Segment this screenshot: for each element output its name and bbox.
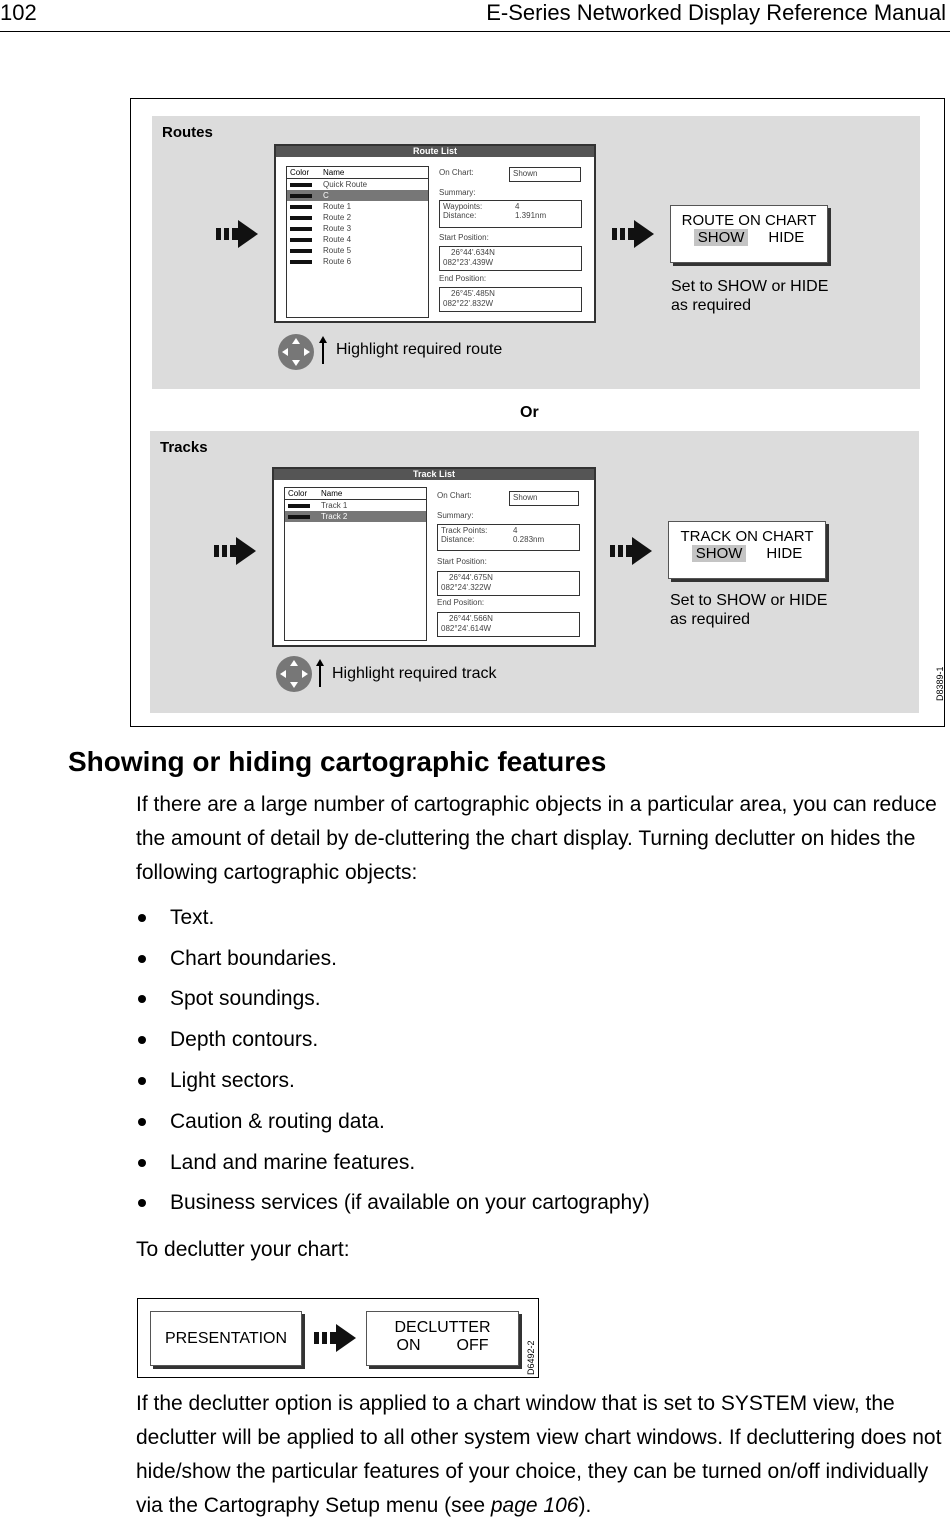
- right-arrow-icon: [214, 535, 258, 567]
- distance-value: 0.283nm: [513, 535, 545, 544]
- name-column-header: Name: [321, 489, 343, 498]
- end-position-label: End Position:: [439, 274, 487, 283]
- summary-label: Summary:: [439, 188, 476, 197]
- tracks-panel-title: Tracks: [160, 439, 208, 456]
- manual-title: E-Series Networked Display Reference Manual: [486, 0, 946, 25]
- name-column-header: Name: [323, 168, 345, 177]
- route-on-chart-softkey[interactable]: [670, 205, 828, 263]
- track-list-screen: [272, 467, 596, 647]
- up-arrow-icon: [315, 659, 325, 687]
- start-position-box: [437, 571, 580, 596]
- on-chart-label: On Chart:: [439, 168, 474, 177]
- start-latitude: 26°44'.634N: [451, 248, 495, 257]
- route-list-screen: [274, 144, 596, 323]
- bullet-item: Business services (if available on your cartography): [138, 1191, 650, 1215]
- summary-box: [439, 200, 582, 228]
- distance-value: 1.391nm: [515, 211, 547, 220]
- trackpad-icon: [277, 333, 317, 371]
- on-chart-value: Shown: [509, 167, 581, 182]
- end-longitude: 082°24'.614W: [441, 624, 492, 633]
- closing-paragraph: If the declutter option is applied to a chart window that is set to SYSTEM view, the declutter will be applied to all other system view chart windows. If decluttering does not hide/show the particular features of your choice, they can be turned on/off individually via the Cartography Setup menu (see page 106).: [136, 1392, 942, 1517]
- summary-label: Summary:: [437, 511, 474, 520]
- route-list-item[interactable]: Quick Route: [287, 179, 428, 190]
- color-column-header: Color: [290, 168, 310, 177]
- color-column-header: Color: [288, 489, 308, 498]
- distance-label: Distance:: [441, 535, 475, 544]
- highlight-track-hint: Highlight required track: [332, 665, 497, 682]
- on-chart-value: Shown: [509, 491, 579, 506]
- intro-paragraph: If there are a large number of cartographic objects in a particular area, you can reduce the amount of detail by de-cluttering the chart display. Turning declutter on hides the following cartographic objects:: [136, 793, 937, 884]
- right-arrow-icon: [314, 1322, 358, 1354]
- show-option[interactable]: SHOW: [694, 229, 749, 246]
- start-position-label: Start Position:: [437, 557, 487, 566]
- bullet-item: Light sectors.: [138, 1069, 295, 1093]
- track-list-title: Track List: [274, 469, 594, 480]
- hide-option[interactable]: HIDE: [766, 545, 803, 562]
- track-list-header: [285, 488, 426, 500]
- route-on-chart-label: ROUTE ON CHART: [681, 212, 817, 229]
- waypoints-value: 4: [515, 202, 520, 211]
- start-position-box: [439, 246, 582, 271]
- track-points-label: Track Points:: [441, 526, 488, 535]
- declutter-label: DECLUTTER: [394, 1319, 491, 1336]
- track-points-value: 4: [513, 526, 518, 535]
- right-arrow-icon: [216, 218, 260, 250]
- route-list-title: Route List: [276, 146, 594, 157]
- declutter-on-option[interactable]: ON: [396, 1337, 421, 1354]
- declutter-intro: To declutter your chart:: [136, 1238, 350, 1261]
- bullet-item: Depth contours.: [138, 1028, 318, 1052]
- end-latitude: 26°45'.485N: [451, 289, 495, 298]
- route-list-item[interactable]: Route 1: [287, 201, 428, 212]
- track-on-chart-label: TRACK ON CHART: [680, 528, 814, 545]
- bullet-item: Spot soundings.: [138, 987, 321, 1011]
- presentation-softkey[interactable]: PRESENTATION: [150, 1311, 302, 1366]
- route-list-item[interactable]: Route 2: [287, 212, 428, 223]
- highlight-route-hint: Highlight required route: [336, 341, 503, 358]
- start-longitude: 082°24'.322W: [441, 583, 492, 592]
- end-latitude: 26°44'.566N: [449, 614, 493, 623]
- distance-label: Distance:: [443, 211, 477, 220]
- start-longitude: 082°23'.439W: [443, 258, 494, 267]
- or-label: Or: [520, 404, 539, 421]
- section-heading: Showing or hiding cartographic features: [68, 746, 607, 777]
- end-longitude: 082°22'.832W: [443, 299, 494, 308]
- figure-id: D8389-1: [935, 666, 945, 701]
- waypoints-label: Waypoints:: [443, 202, 483, 211]
- track-on-chart-softkey[interactable]: [668, 521, 826, 579]
- end-position-label: End Position:: [437, 598, 485, 607]
- page-106-link[interactable]: page 106: [490, 1494, 579, 1517]
- show-option[interactable]: SHOW: [692, 545, 747, 562]
- bullet-item: Land and marine features.: [138, 1151, 415, 1175]
- hide-option[interactable]: HIDE: [768, 229, 805, 246]
- routes-panel: [152, 116, 920, 389]
- header-rule: [0, 31, 950, 32]
- end-position-box: [437, 612, 580, 637]
- routes-panel-title: Routes: [162, 124, 213, 141]
- end-position-box: [439, 287, 582, 312]
- route-list-item[interactable]: Route 6: [287, 256, 428, 267]
- summary-box: [437, 524, 580, 551]
- bullet-item: Text.: [138, 906, 214, 930]
- track-list-item-selected[interactable]: Track 2: [285, 511, 426, 522]
- start-position-label: Start Position:: [439, 233, 489, 242]
- bullet-item: Caution & routing data.: [138, 1110, 385, 1134]
- right-arrow-icon: [612, 218, 656, 250]
- route-list-item[interactable]: Route 4: [287, 234, 428, 245]
- route-list-item[interactable]: Route 5: [287, 245, 428, 256]
- declutter-off-option[interactable]: OFF: [456, 1337, 489, 1354]
- figure-id: D6492-2: [526, 1340, 536, 1375]
- routes-tracks-figure: [130, 98, 945, 727]
- route-instruction-note: Set to SHOW or HIDE as required: [671, 278, 829, 314]
- on-chart-label: On Chart:: [437, 491, 472, 500]
- route-list: [286, 166, 429, 318]
- track-list-item[interactable]: Track 1: [285, 500, 426, 511]
- bullet-item: Chart boundaries.: [138, 947, 337, 971]
- right-arrow-icon: [610, 535, 654, 567]
- route-list-header: [287, 167, 428, 179]
- up-arrow-icon: [318, 336, 328, 364]
- declutter-softkey[interactable]: [366, 1311, 519, 1366]
- page-number: 102: [0, 0, 37, 25]
- trackpad-icon: [275, 655, 315, 693]
- route-list-item-selected[interactable]: C: [287, 190, 428, 201]
- tracks-panel: [150, 431, 945, 713]
- track-instruction-note: Set to SHOW or HIDE as required: [670, 592, 828, 628]
- route-list-item[interactable]: Route 3: [287, 223, 428, 234]
- start-latitude: 26°44'.675N: [449, 573, 493, 582]
- track-list: [284, 487, 427, 641]
- declutter-figure: [137, 1298, 539, 1378]
